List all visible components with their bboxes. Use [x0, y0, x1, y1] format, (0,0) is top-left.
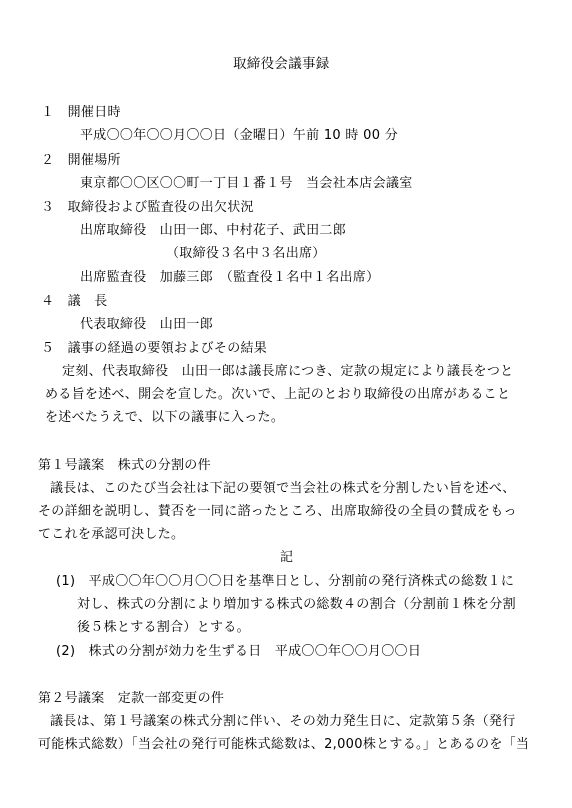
item-1-point-1-line: 対し、株式の分割により増加する株式の総数４の割合（分割前１株を分割 — [77, 597, 516, 612]
attending-auditors: 出席監査役 加藤三郎 （監査役１名中１名出席） — [80, 270, 380, 285]
item-2-line: 議長は、第１号議案の株式分割に伴い、その効力発生日に、定款第５条（発行 — [50, 714, 516, 729]
item-1-point-1-line: 後５株とする割合）とする。 — [77, 620, 250, 635]
proceedings-line: を述べたうえで、以下の議事に入った。 — [45, 410, 285, 425]
item-2-line: 可能株式総数）「当会社の発行可能株式総数は、2,000株とする。」とあるのを「当 — [38, 737, 530, 752]
section-5-heading: ５ 議事の経過の要領およびその結果 — [41, 341, 268, 356]
item-2-heading: 第２号議案 定款一部変更の件 — [38, 691, 225, 706]
item-1-heading: 第１号議案 株式の分割の件 — [38, 458, 211, 473]
proceedings-line: 定刻、代表取締役 山田一郎は議長席につき、定款の規定により議長をつと — [62, 364, 514, 379]
ki-marker: 記 — [280, 550, 294, 565]
item-1-line: その詳細を説明し、賛否を一同に諮ったところ、出席取締役の全員の賛成をもっ — [38, 504, 517, 519]
section-3-heading: ３ 取締役および監査役の出欠状況 — [41, 200, 254, 215]
directors-count: （取締役３名中３名出席） — [166, 246, 326, 261]
meeting-datetime: 平成〇〇年〇〇月〇〇日（金曜日）午前 10 時 00 分 — [80, 128, 399, 143]
item-1-point-1-line: (1) 平成〇〇年〇〇月〇〇日を基準日とし、分割前の発行済株式の総数１に — [56, 574, 515, 589]
proceedings-line: める旨を述べ、開会を宣した。次いで、上記のとおり取締役の出席があること — [45, 387, 511, 402]
meeting-place: 東京都〇〇区〇〇町一丁目１番１号 当会社本店会議室 — [80, 176, 413, 191]
chairperson: 代表取締役 山田一郎 — [80, 317, 214, 332]
attending-directors: 出席取締役 山田一郎、中村花子、武田二郎 — [80, 223, 347, 238]
document-title: 取締役会議事録 — [233, 56, 330, 72]
item-1-line: 議長は、このたび当会社は下記の要領で当会社の株式を分割したい旨を述べ、 — [50, 481, 516, 496]
item-1-point-2: (2) 株式の分割が効力を生ずる日 平成〇〇年〇〇月〇〇日 — [56, 644, 422, 659]
item-1-line: てこれを承認可決した。 — [38, 527, 185, 542]
section-2-heading: ２ 開催場所 — [41, 153, 121, 168]
section-1-heading: １ 開催日時 — [41, 105, 121, 120]
section-4-heading: ４ 議 長 — [41, 294, 108, 309]
